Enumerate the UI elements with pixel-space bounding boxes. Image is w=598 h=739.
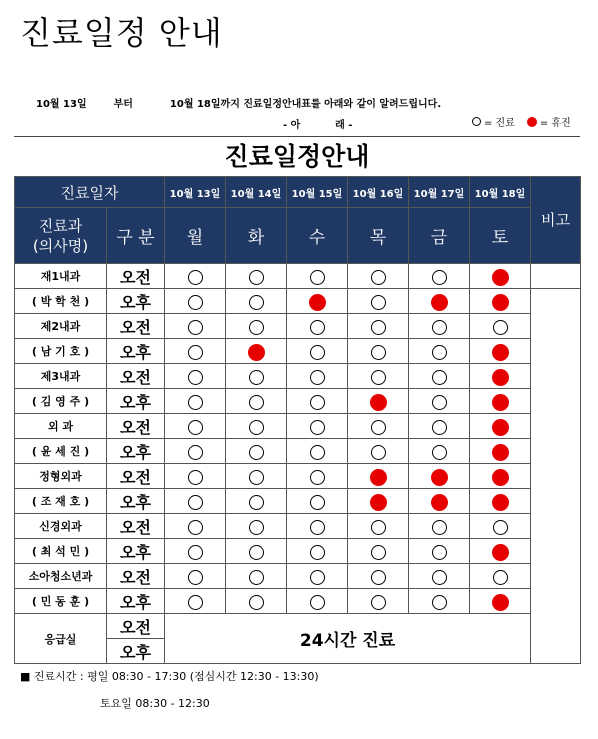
- doctor-name: ( 조 재 호 ): [15, 489, 107, 514]
- closed-dot-icon: [248, 344, 265, 361]
- status-cell: [409, 539, 470, 564]
- closed-dot-icon: [431, 494, 448, 511]
- open-circle-icon: [371, 345, 386, 360]
- open-circle-icon: [310, 420, 325, 435]
- status-cell: [409, 439, 470, 464]
- open-circle-icon: [249, 270, 264, 285]
- header-session: 구 분: [107, 208, 165, 264]
- closed-dot-icon: [492, 394, 509, 411]
- status-cell: [348, 264, 409, 289]
- schedule-row: [15, 564, 581, 589]
- session-label: 오후: [107, 639, 165, 664]
- bullet-icon: ■: [20, 670, 31, 683]
- schedule-row: [15, 414, 581, 439]
- open-circle-icon: [310, 520, 325, 535]
- closed-dot-icon: [370, 394, 387, 411]
- status-cell: [287, 464, 348, 489]
- open-circle-icon: [188, 270, 203, 285]
- schedule-row: [15, 464, 581, 489]
- status-cell: [348, 364, 409, 389]
- closed-dot-icon: [370, 469, 387, 486]
- open-circle-icon: [310, 445, 325, 460]
- status-cell: [226, 489, 287, 514]
- status-cell: [470, 564, 531, 589]
- closed-dot-icon: [492, 469, 509, 486]
- dept-name: 제3내과: [15, 364, 107, 389]
- closed-dot-icon: [527, 117, 537, 127]
- header-weekday: 토: [470, 208, 531, 264]
- closed-dot-icon: [309, 294, 326, 311]
- open-circle-icon: [249, 520, 264, 535]
- saturday-hours: 토요일 08:30 - 12:30: [100, 697, 210, 710]
- header-dept: 진료과 (의사명): [15, 208, 107, 264]
- status-cell: [287, 389, 348, 414]
- schedule-row: [15, 264, 581, 289]
- header-date: 10월 17일: [409, 177, 470, 208]
- status-cell: [409, 364, 470, 389]
- header-date: 10월 16일: [348, 177, 409, 208]
- status-cell: [409, 564, 470, 589]
- status-cell: [348, 414, 409, 439]
- header-note: 비고: [531, 177, 581, 264]
- open-circle-icon: [310, 345, 325, 360]
- open-circle-icon: [432, 270, 447, 285]
- status-cell: [470, 414, 531, 439]
- status-cell: [409, 389, 470, 414]
- legend: [472, 114, 571, 129]
- open-circle-icon: [188, 295, 203, 310]
- open-circle-icon: [188, 395, 203, 410]
- closed-dot-icon: [492, 419, 509, 436]
- open-circle-icon: [310, 545, 325, 560]
- open-circle-icon: [493, 570, 508, 585]
- open-circle-icon: [188, 520, 203, 535]
- status-cell: [409, 589, 470, 614]
- status-cell: [348, 589, 409, 614]
- status-cell: [226, 389, 287, 414]
- open-circle-icon: [371, 445, 386, 460]
- intro-line: [36, 95, 441, 110]
- open-circle-icon: [249, 445, 264, 460]
- status-cell: [348, 564, 409, 589]
- status-cell: [348, 489, 409, 514]
- closed-dot-icon: [492, 444, 509, 461]
- legend-open-label: = 진료: [484, 118, 515, 129]
- emergency-dept: 응급실: [15, 614, 107, 664]
- status-cell: [226, 264, 287, 289]
- open-circle-icon: [310, 395, 325, 410]
- doctor-name: ( 최 석 민 ): [15, 539, 107, 564]
- session-label: 오후: [107, 389, 165, 414]
- end-date: 10월 18일: [169, 99, 221, 110]
- open-circle-icon: [188, 595, 203, 610]
- status-cell: [470, 364, 531, 389]
- status-cell: [226, 364, 287, 389]
- status-cell: [470, 589, 531, 614]
- open-circle-icon: [249, 320, 264, 335]
- open-circle-icon: [493, 520, 508, 535]
- status-cell: [470, 389, 531, 414]
- status-cell: [226, 414, 287, 439]
- open-circle-icon: [310, 370, 325, 385]
- emergency-row: [15, 614, 581, 639]
- header-date: 10월 13일: [165, 177, 226, 208]
- status-cell: [165, 489, 226, 514]
- open-circle-icon: [188, 570, 203, 585]
- status-cell: [287, 289, 348, 314]
- open-circle-icon: [371, 570, 386, 585]
- status-cell: [287, 539, 348, 564]
- open-circle-icon: [188, 345, 203, 360]
- doctor-name: ( 윤 세 진 ): [15, 439, 107, 464]
- open-circle-icon: [432, 370, 447, 385]
- open-circle-icon: [371, 420, 386, 435]
- header-schedule: 진료일자: [15, 177, 165, 208]
- hours-note: [20, 668, 319, 684]
- status-cell: [165, 289, 226, 314]
- status-cell: [165, 464, 226, 489]
- status-cell: [165, 364, 226, 389]
- schedule-title: 진료일정안내: [14, 136, 580, 175]
- open-circle-icon: [371, 520, 386, 535]
- open-circle-icon: [371, 370, 386, 385]
- status-cell: [470, 539, 531, 564]
- closed-dot-icon: [370, 494, 387, 511]
- status-cell: [348, 539, 409, 564]
- page-title: 진료일정 안내: [20, 14, 223, 52]
- open-circle-icon: [432, 345, 447, 360]
- status-cell: [165, 539, 226, 564]
- open-circle-icon: [310, 470, 325, 485]
- session-label: 오전: [107, 264, 165, 289]
- status-cell: [287, 414, 348, 439]
- open-circle-icon: [310, 320, 325, 335]
- status-cell: [226, 514, 287, 539]
- schedule-row: [15, 339, 581, 364]
- closed-dot-icon: [492, 269, 509, 286]
- status-cell: [165, 314, 226, 339]
- header-weekday: 수: [287, 208, 348, 264]
- open-circle-icon: [188, 495, 203, 510]
- session-label: 오전: [107, 314, 165, 339]
- status-cell: [226, 539, 287, 564]
- status-cell: [348, 389, 409, 414]
- start-date: 10월 13일: [36, 99, 87, 110]
- status-cell: [287, 364, 348, 389]
- status-cell: [287, 489, 348, 514]
- open-circle-icon: [371, 595, 386, 610]
- status-cell: [287, 439, 348, 464]
- status-cell: [165, 514, 226, 539]
- emergency-text: 24시간 진료: [165, 614, 531, 664]
- open-circle-icon: [371, 295, 386, 310]
- open-circle-icon: [249, 545, 264, 560]
- schedule-row: [15, 364, 581, 389]
- status-cell: [409, 514, 470, 539]
- session-label: 오전: [107, 414, 165, 439]
- status-cell: [470, 439, 531, 464]
- status-cell: [287, 564, 348, 589]
- status-cell: [409, 464, 470, 489]
- open-circle-icon: [188, 545, 203, 560]
- open-circle-icon: [432, 420, 447, 435]
- status-cell: [409, 314, 470, 339]
- status-cell: [165, 589, 226, 614]
- closed-dot-icon: [431, 294, 448, 311]
- status-cell: [226, 589, 287, 614]
- header-date: 10월 15일: [287, 177, 348, 208]
- dept-name: 제2내과: [15, 314, 107, 339]
- status-cell: [409, 339, 470, 364]
- session-label: 오전: [107, 614, 165, 639]
- status-cell: [348, 514, 409, 539]
- status-cell: [287, 589, 348, 614]
- closed-dot-icon: [492, 494, 509, 511]
- doctor-name: ( 남 기 호 ): [15, 339, 107, 364]
- open-circle-icon: [310, 570, 325, 585]
- session-label: 오후: [107, 539, 165, 564]
- session-label: 오전: [107, 464, 165, 489]
- open-circle-icon: [188, 470, 203, 485]
- open-circle-icon: [249, 295, 264, 310]
- schedule-row: [15, 314, 581, 339]
- open-circle-icon: [432, 520, 447, 535]
- note-cell: [531, 264, 581, 289]
- status-cell: [409, 264, 470, 289]
- open-circle-icon: [249, 395, 264, 410]
- status-cell: [409, 414, 470, 439]
- status-cell: [409, 289, 470, 314]
- open-circle-icon: [371, 270, 386, 285]
- dept-name: 재1내과: [15, 264, 107, 289]
- legend-closed-label: = 휴진: [539, 118, 571, 129]
- header-weekday: 목: [348, 208, 409, 264]
- session-label: 오전: [107, 564, 165, 589]
- open-circle-icon: [188, 370, 203, 385]
- status-cell: [470, 289, 531, 314]
- status-cell: [287, 264, 348, 289]
- status-cell: [470, 514, 531, 539]
- session-label: 오후: [107, 589, 165, 614]
- schedule-row: [15, 289, 581, 314]
- status-cell: [165, 264, 226, 289]
- status-cell: [470, 314, 531, 339]
- open-circle-icon: [472, 117, 481, 126]
- status-cell: [165, 389, 226, 414]
- status-cell: [470, 489, 531, 514]
- open-circle-icon: [188, 420, 203, 435]
- open-circle-icon: [188, 320, 203, 335]
- open-circle-icon: [432, 445, 447, 460]
- status-cell: [287, 514, 348, 539]
- schedule-row: [15, 539, 581, 564]
- weekday-hours: 진료시간 : 평일 08:30 - 17:30 (점심시간 12:30 - 13:30): [33, 670, 319, 683]
- status-cell: [226, 314, 287, 339]
- closed-dot-icon: [431, 469, 448, 486]
- intro-text: 까지 진료일정안내표를 아래와 같이 알려드립니다.: [220, 99, 442, 110]
- open-circle-icon: [249, 370, 264, 385]
- open-circle-icon: [432, 395, 447, 410]
- schedule-table: [14, 176, 581, 664]
- dept-name: 외 과: [15, 414, 107, 439]
- closed-dot-icon: [492, 294, 509, 311]
- status-cell: [287, 314, 348, 339]
- note-cell: [531, 289, 581, 664]
- status-cell: [470, 264, 531, 289]
- status-cell: [165, 339, 226, 364]
- session-label: 오전: [107, 514, 165, 539]
- header-date: 10월 18일: [470, 177, 531, 208]
- status-cell: [348, 439, 409, 464]
- open-circle-icon: [432, 570, 447, 585]
- doctor-name: ( 김 영 주 ): [15, 389, 107, 414]
- session-label: 오전: [107, 364, 165, 389]
- status-cell: [470, 464, 531, 489]
- doctor-name: ( 박 학 천 ): [15, 289, 107, 314]
- status-cell: [409, 489, 470, 514]
- open-circle-icon: [249, 570, 264, 585]
- header-date: 10월 14일: [226, 177, 287, 208]
- session-label: 오후: [107, 289, 165, 314]
- status-cell: [226, 289, 287, 314]
- status-cell: [226, 464, 287, 489]
- open-circle-icon: [371, 320, 386, 335]
- open-circle-icon: [371, 545, 386, 560]
- open-circle-icon: [310, 495, 325, 510]
- schedule-row: [15, 489, 581, 514]
- status-cell: [348, 339, 409, 364]
- closed-dot-icon: [492, 369, 509, 386]
- status-cell: [470, 339, 531, 364]
- open-circle-icon: [432, 595, 447, 610]
- status-cell: [226, 339, 287, 364]
- status-cell: [348, 464, 409, 489]
- open-circle-icon: [493, 320, 508, 335]
- schedule-row: [15, 589, 581, 614]
- status-cell: [226, 439, 287, 464]
- status-cell: [165, 564, 226, 589]
- dept-name: 소아청소년과: [15, 564, 107, 589]
- doctor-name: ( 민 동 훈 ): [15, 589, 107, 614]
- below-label: - 아 래 -: [283, 120, 353, 131]
- header-weekday: 화: [226, 208, 287, 264]
- dept-name: 정형외과: [15, 464, 107, 489]
- open-circle-icon: [249, 470, 264, 485]
- open-circle-icon: [310, 270, 325, 285]
- schedule-row: [15, 389, 581, 414]
- status-cell: [348, 289, 409, 314]
- open-circle-icon: [249, 595, 264, 610]
- status-cell: [165, 439, 226, 464]
- status-cell: [287, 339, 348, 364]
- closed-dot-icon: [492, 594, 509, 611]
- open-circle-icon: [249, 420, 264, 435]
- status-cell: [348, 314, 409, 339]
- open-circle-icon: [188, 445, 203, 460]
- dept-name: 신경외과: [15, 514, 107, 539]
- open-circle-icon: [249, 495, 264, 510]
- from-label: 부터: [113, 99, 133, 110]
- status-cell: [226, 564, 287, 589]
- open-circle-icon: [310, 595, 325, 610]
- header-weekday: 월: [165, 208, 226, 264]
- schedule-row: [15, 439, 581, 464]
- status-cell: [165, 414, 226, 439]
- header-weekday: 금: [409, 208, 470, 264]
- session-label: 오후: [107, 489, 165, 514]
- session-label: 오후: [107, 339, 165, 364]
- session-label: 오후: [107, 439, 165, 464]
- closed-dot-icon: [492, 544, 509, 561]
- open-circle-icon: [432, 545, 447, 560]
- closed-dot-icon: [492, 344, 509, 361]
- schedule-row: [15, 514, 581, 539]
- open-circle-icon: [432, 320, 447, 335]
